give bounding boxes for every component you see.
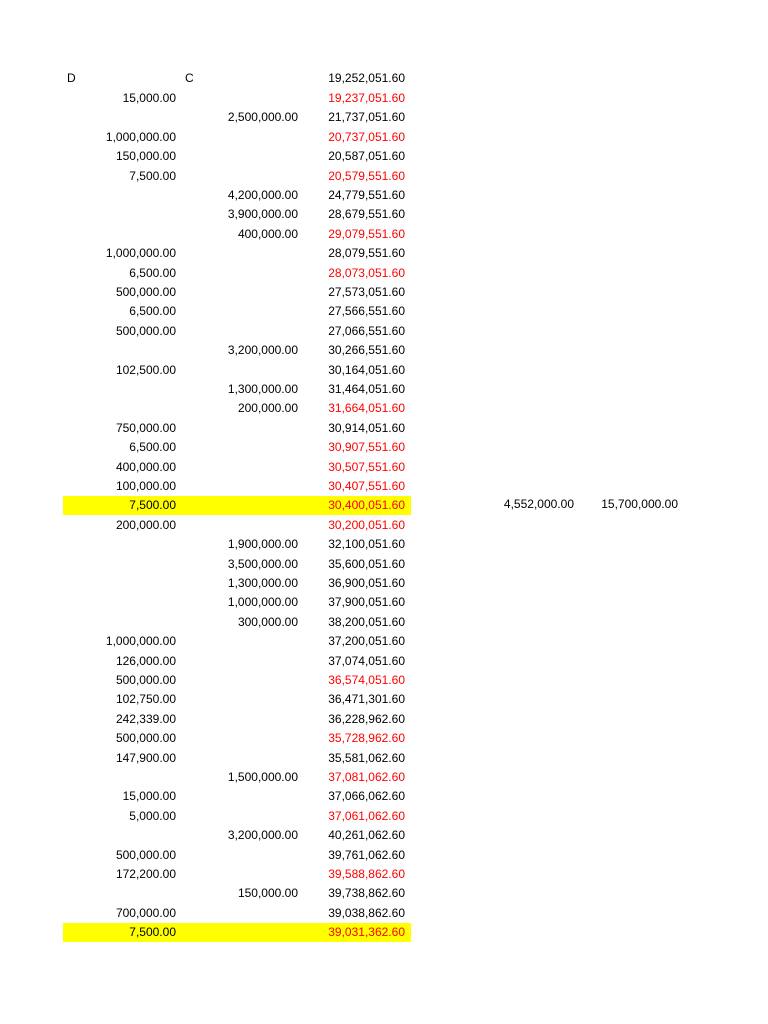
credit-cell[interactable]: 1,900,000.00: [227, 537, 298, 551]
debit-column-header[interactable]: D: [67, 71, 76, 85]
balance-cell[interactable]: 37,061,062.60: [328, 809, 405, 823]
credit-cell[interactable]: 200,000.00: [237, 401, 298, 415]
balance-cell[interactable]: 20,737,051.60: [328, 130, 405, 144]
opening-balance-cell[interactable]: 19,252,051.60: [328, 71, 405, 85]
debit-cell[interactable]: 200,000.00: [115, 518, 176, 532]
balance-cell[interactable]: 24,779,551.60: [328, 188, 405, 202]
balance-cell[interactable]: 35,581,062.60: [328, 751, 405, 765]
debit-cell[interactable]: 147,900.00: [115, 751, 176, 765]
debit-cell[interactable]: 500,000.00: [115, 731, 176, 745]
balance-cell[interactable]: 39,738,862.60: [328, 886, 405, 900]
balance-cell[interactable]: 39,588,862.60: [328, 867, 405, 881]
debit-cell[interactable]: 126,000.00: [115, 654, 176, 668]
credit-total-cell[interactable]: 15,700,000.00: [601, 497, 678, 511]
credit-cell[interactable]: 4,200,000.00: [227, 188, 298, 202]
debit-cell[interactable]: 150,000.00: [115, 149, 176, 163]
balance-cell[interactable]: 39,031,362.60: [328, 925, 405, 939]
debit-cell[interactable]: 7,500.00: [129, 498, 176, 512]
debit-cell[interactable]: 7,500.00: [129, 169, 176, 183]
balance-cell[interactable]: 28,679,551.60: [328, 207, 405, 221]
balance-cell[interactable]: 27,566,551.60: [328, 304, 405, 318]
debit-cell[interactable]: 15,000.00: [122, 91, 176, 105]
credit-column-header[interactable]: C: [185, 71, 194, 85]
debit-cell[interactable]: 1,000,000.00: [105, 130, 176, 144]
balance-cell[interactable]: 39,761,062.60: [328, 848, 405, 862]
balance-cell[interactable]: 30,400,051.60: [328, 498, 405, 512]
balance-cell[interactable]: 30,266,551.60: [328, 343, 405, 357]
balance-cell[interactable]: 30,164,051.60: [328, 363, 405, 377]
debit-cell[interactable]: 6,500.00: [129, 266, 176, 280]
credit-cell[interactable]: 300,000.00: [237, 615, 298, 629]
balance-cell[interactable]: 37,074,051.60: [328, 654, 405, 668]
balance-cell[interactable]: 39,038,862.60: [328, 906, 405, 920]
credit-cell[interactable]: 150,000.00: [237, 886, 298, 900]
debit-cell[interactable]: 1,000,000.00: [105, 634, 176, 648]
debit-cell[interactable]: 500,000.00: [115, 324, 176, 338]
debit-cell[interactable]: 700,000.00: [115, 906, 176, 920]
balance-cell[interactable]: 27,066,551.60: [328, 324, 405, 338]
balance-cell[interactable]: 37,900,051.60: [328, 595, 405, 609]
credit-cell[interactable]: 400,000.00: [237, 227, 298, 241]
balance-cell[interactable]: 30,200,051.60: [328, 518, 405, 532]
balance-cell[interactable]: 31,464,051.60: [328, 382, 405, 396]
debit-cell[interactable]: 400,000.00: [115, 460, 176, 474]
credit-cell[interactable]: 3,200,000.00: [227, 828, 298, 842]
debit-total-cell[interactable]: 4,552,000.00: [503, 497, 574, 511]
balance-cell[interactable]: 20,587,051.60: [328, 149, 405, 163]
debit-cell[interactable]: 102,750.00: [115, 692, 176, 706]
debit-cell[interactable]: 500,000.00: [115, 673, 176, 687]
balance-cell[interactable]: 37,200,051.60: [328, 634, 405, 648]
debit-cell[interactable]: 6,500.00: [129, 440, 176, 454]
balance-cell[interactable]: 36,471,301.60: [328, 692, 405, 706]
balance-cell[interactable]: 38,200,051.60: [328, 615, 405, 629]
debit-cell[interactable]: 500,000.00: [115, 848, 176, 862]
balance-cell[interactable]: 40,261,062.60: [328, 828, 405, 842]
balance-cell[interactable]: 29,079,551.60: [328, 227, 405, 241]
credit-cell[interactable]: 3,900,000.00: [227, 207, 298, 221]
debit-cell[interactable]: 172,200.00: [115, 867, 176, 881]
credit-cell[interactable]: 1,300,000.00: [227, 382, 298, 396]
debit-cell[interactable]: 500,000.00: [115, 285, 176, 299]
balance-cell[interactable]: 36,228,962.60: [328, 712, 405, 726]
debit-cell[interactable]: 1,000,000.00: [105, 246, 176, 260]
balance-cell[interactable]: 30,407,551.60: [328, 479, 405, 493]
debit-cell[interactable]: 100,000.00: [115, 479, 176, 493]
debit-cell[interactable]: 5,000.00: [129, 809, 176, 823]
balance-cell[interactable]: 37,081,062.60: [328, 770, 405, 784]
debit-cell[interactable]: 750,000.00: [115, 421, 176, 435]
balance-cell[interactable]: 30,507,551.60: [328, 460, 405, 474]
credit-cell[interactable]: 1,500,000.00: [227, 770, 298, 784]
balance-cell[interactable]: 37,066,062.60: [328, 789, 405, 803]
debit-cell[interactable]: 102,500.00: [115, 363, 176, 377]
balance-cell[interactable]: 36,900,051.60: [328, 576, 405, 590]
balance-cell[interactable]: 20,579,551.60: [328, 169, 405, 183]
credit-cell[interactable]: 2,500,000.00: [227, 110, 298, 124]
balance-cell[interactable]: 21,737,051.60: [328, 110, 405, 124]
credit-cell[interactable]: 3,500,000.00: [227, 557, 298, 571]
debit-cell[interactable]: 242,339.00: [115, 712, 176, 726]
balance-cell[interactable]: 30,907,551.60: [328, 440, 405, 454]
debit-cell[interactable]: 6,500.00: [129, 304, 176, 318]
balance-cell[interactable]: 30,914,051.60: [328, 421, 405, 435]
debit-cell[interactable]: 15,000.00: [122, 789, 176, 803]
balance-cell[interactable]: 19,237,051.60: [328, 91, 405, 105]
balance-cell[interactable]: 27,573,051.60: [328, 285, 405, 299]
balance-cell[interactable]: 36,574,051.60: [328, 673, 405, 687]
balance-cell[interactable]: 28,079,551.60: [328, 246, 405, 260]
credit-cell[interactable]: 1,000,000.00: [227, 595, 298, 609]
credit-cell[interactable]: 3,200,000.00: [227, 343, 298, 357]
balance-cell[interactable]: 31,664,051.60: [328, 401, 405, 415]
debit-cell[interactable]: 7,500.00: [129, 925, 176, 939]
balance-cell[interactable]: 35,728,962.60: [328, 731, 405, 745]
balance-cell[interactable]: 28,073,051.60: [328, 266, 405, 280]
balance-cell[interactable]: 32,100,051.60: [328, 537, 405, 551]
credit-cell[interactable]: 1,300,000.00: [227, 576, 298, 590]
balance-cell[interactable]: 35,600,051.60: [328, 557, 405, 571]
